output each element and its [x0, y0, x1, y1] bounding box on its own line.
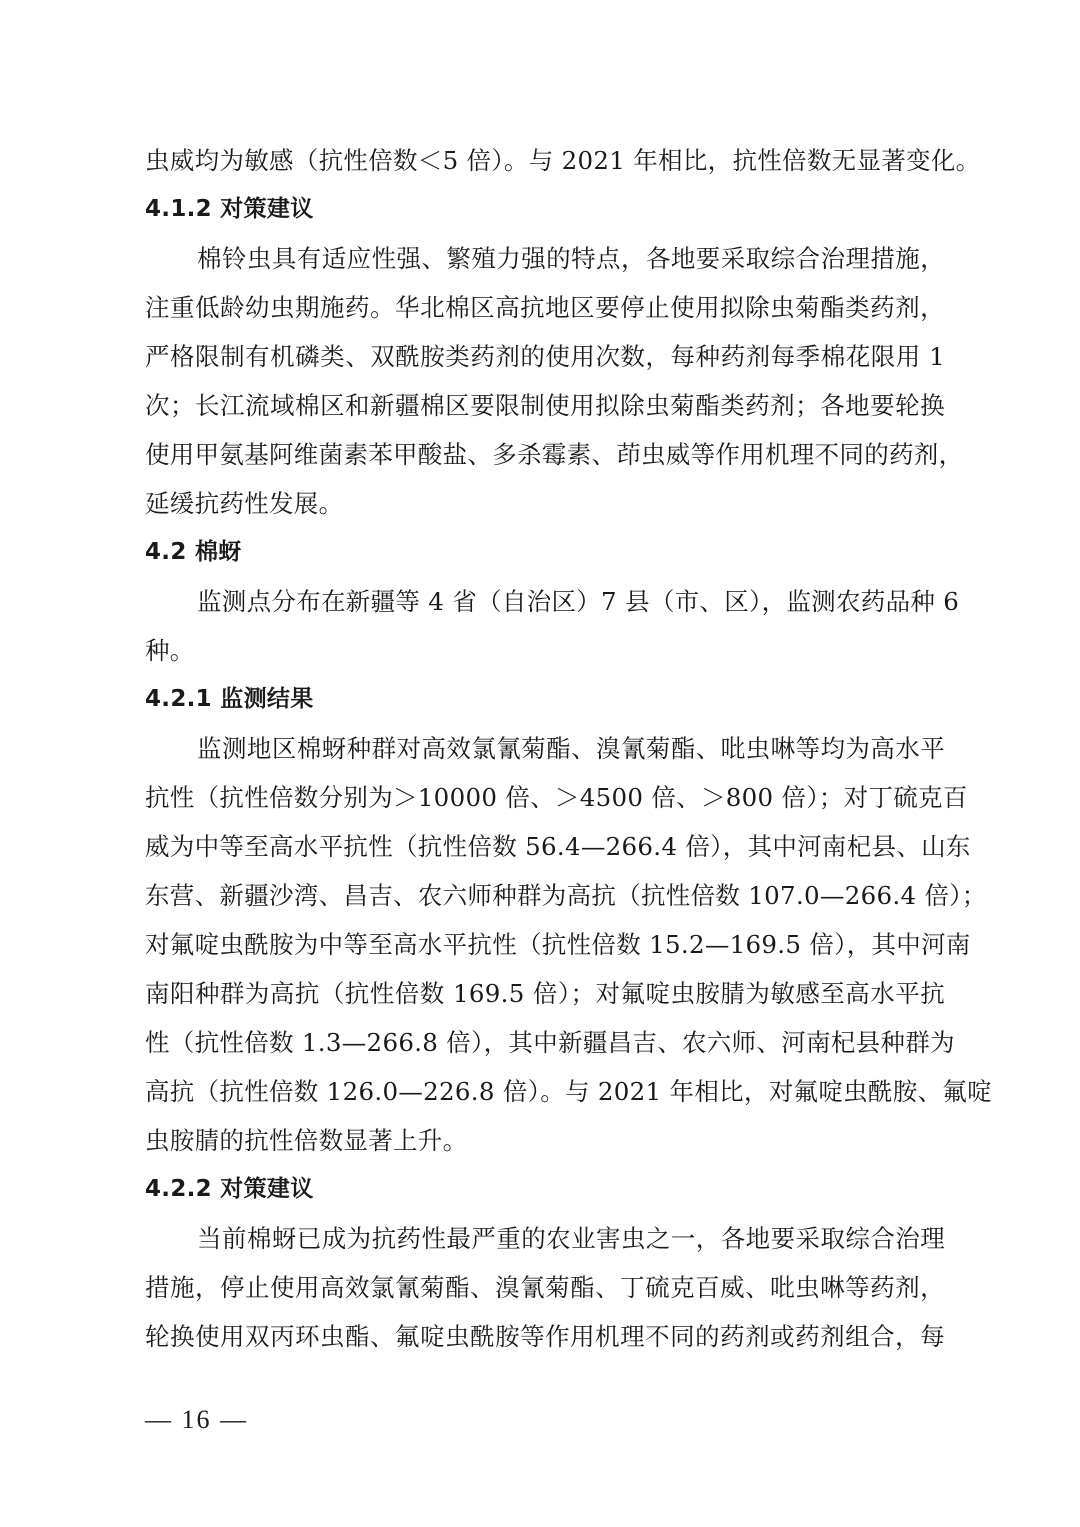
section-heading-4-1-2: 4.1.2 对策建议: [145, 196, 314, 222]
paragraph-line: 种。: [145, 636, 195, 665]
paragraph-line: 南阳种群为高抗（抗性倍数 169.5 倍）；对氟啶虫胺腈为敏感至高水平抗: [145, 979, 945, 1008]
document-page: [145, 136, 992, 1361]
paragraph-line: 注重低龄幼虫期施药。华北棉区高抗地区要停止使用拟除虫菊酯类药剂，: [145, 293, 945, 322]
paragraph-line: 监测地区棉蚜种群对高效氯氰菊酯、溴氰菊酯、吡虫啉等均为高水平: [197, 734, 945, 763]
paragraph-line: 棉铃虫具有适应性强、繁殖力强的特点，各地要采取综合治理措施，: [197, 244, 945, 273]
paragraph-line: 延缓抗药性发展。: [145, 489, 344, 518]
paragraph-line: 虫胺腈的抗性倍数显著上升。: [145, 1126, 468, 1155]
paragraph-line: 严格限制有机磷类、双酰胺类药剂的使用次数，每种药剂每季棉花限用 1: [145, 342, 945, 371]
paragraph-line: 轮换使用双丙环虫酯、氟啶虫酰胺等作用机理不同的药剂或药剂组合，每: [145, 1322, 945, 1351]
paragraph-line: 对氟啶虫酰胺为中等至高水平抗性（抗性倍数 15.2—169.5 倍），其中河南: [145, 930, 971, 959]
paragraph-line: 高抗（抗性倍数 126.0—226.8 倍）。与 2021 年相比，对氟啶虫酰胺、氟啶: [145, 1077, 992, 1106]
paragraph-line: 东营、新疆沙湾、昌吉、农六师种群为高抗（抗性倍数 107.0—266.4 倍）；: [145, 881, 987, 910]
paragraph-line: 性（抗性倍数 1.3—266.8 倍），其中新疆昌吉、农六师、河南杞县种群为: [145, 1028, 955, 1057]
paragraph-monitoring-sites: [145, 577, 960, 675]
paragraph-line: 当前棉蚜已成为抗药性最严重的农业害虫之一，各地要采取综合治理: [197, 1224, 945, 1253]
paragraph-countermeasures-aphid: [145, 1214, 945, 1361]
section-heading-4-2-1: 4.2.1 监测结果: [145, 686, 314, 712]
page-number: — 16 —: [145, 1405, 248, 1434]
paragraph-line: 虫威均为敏感（抗性倍数＜5 倍）。与 2021 年相比，抗性倍数无显著变化。: [145, 146, 981, 175]
paragraph-line: 措施，停止使用高效氯氰菊酯、溴氰菊酯、丁硫克百威、吡虫啉等药剂，: [145, 1273, 945, 1302]
paragraph-line: 抗性（抗性倍数分别为＞10000 倍、＞4500 倍、＞800 倍）；对丁硫克百: [145, 783, 968, 812]
paragraph-countermeasures-bollworm: [145, 234, 964, 528]
paragraph-line: 使用甲氨基阿维菌素苯甲酸盐、多杀霉素、茚虫威等作用机理不同的药剂，: [145, 440, 964, 469]
paragraph-line: 监测点分布在新疆等 4 省（自治区）7 县（市、区），监测农药品种 6: [197, 587, 960, 616]
paragraph-line: 次；长江流域棉区和新疆棉区要限制使用拟除虫菊酯类药剂；各地要轮换: [145, 391, 945, 420]
paragraph-monitoring-results: [145, 724, 992, 1165]
paragraph-line: 威为中等至高水平抗性（抗性倍数 56.4—266.4 倍），其中河南杞县、山东: [145, 832, 971, 861]
section-heading-4-2-2: 4.2.2 对策建议: [145, 1176, 314, 1202]
section-heading-4-2: 4.2 棉蚜: [145, 539, 242, 565]
